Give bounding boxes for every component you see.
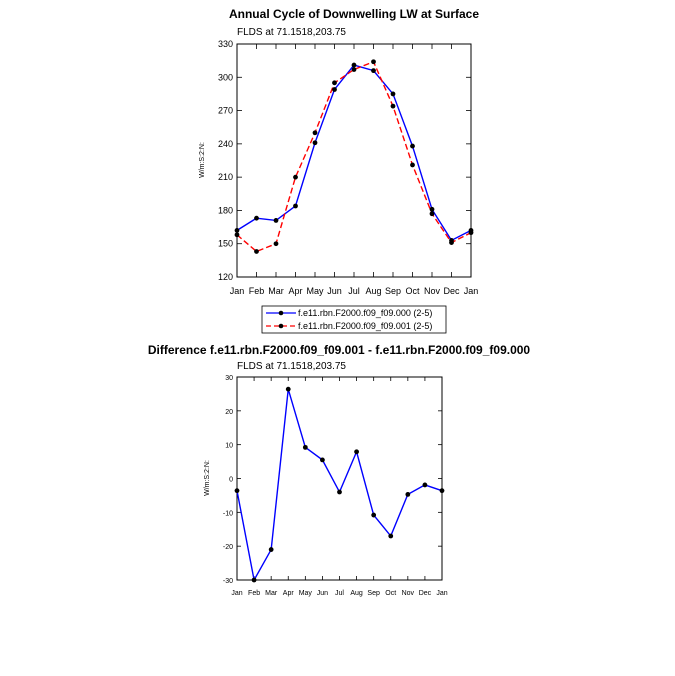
data-point-series-2 <box>332 80 337 85</box>
data-point-series-1 <box>293 204 298 209</box>
data-point-series-2 <box>469 230 474 235</box>
legend-label-series-1: f.e11.rbn.F2000.f09_f09.000 (2-5) <box>298 308 433 318</box>
chart-title: Difference f.e11.rbn.F2000.f09_f09.001 - f.e11.rbn.F2000.f09_f09.000 <box>147 343 531 357</box>
series-line-1 <box>237 65 471 240</box>
data-point-series-1 <box>286 387 291 392</box>
data-point-series-1 <box>430 207 435 212</box>
annual-cycle-chart <box>199 7 479 296</box>
data-point-series-1 <box>388 534 393 539</box>
x-tick-label: Jul <box>335 590 344 597</box>
x-tick-label: Jan <box>436 590 448 597</box>
x-tick-label: Mar <box>268 286 284 296</box>
data-point-series-1 <box>423 483 428 488</box>
data-point-series-2 <box>352 67 357 72</box>
series-line-2 <box>237 62 471 252</box>
y-tick-label: 150 <box>217 238 233 249</box>
data-point-series-1 <box>352 63 357 68</box>
data-point-series-1 <box>410 144 415 149</box>
plot-frame <box>237 377 442 580</box>
chart-subtitle: FLDS at 71.1518,203.75 <box>237 27 346 38</box>
x-tick-label: Sep <box>384 286 402 296</box>
x-tick-label: Sep <box>367 590 380 597</box>
y-tick-label: 0 <box>229 476 233 484</box>
x-tick-label: Dec <box>418 590 432 597</box>
data-point-series-1 <box>371 68 376 73</box>
y-tick-label: -10 <box>222 510 233 518</box>
legend-marker-series-2 <box>279 324 284 329</box>
data-point-series-2 <box>430 211 435 216</box>
x-tick-label: Jan <box>463 286 479 296</box>
data-point-series-2 <box>371 59 376 64</box>
chart-marks <box>223 375 448 597</box>
x-tick-label: Oct <box>405 286 420 296</box>
y-tick-label: -30 <box>222 578 233 585</box>
data-point-series-2 <box>254 249 259 254</box>
data-point-series-1 <box>391 92 396 97</box>
y-axis-label: W/m:S:2:N: <box>199 142 206 178</box>
data-point-series-1 <box>254 216 259 221</box>
data-point-series-2 <box>235 232 240 237</box>
x-tick-label: Apr <box>282 590 294 597</box>
data-point-series-1 <box>313 140 318 145</box>
x-tick-label: Jun <box>327 286 342 296</box>
y-tick-label: 30 <box>225 375 233 382</box>
x-tick-label: May <box>306 286 324 296</box>
x-tick-label: Jun <box>316 590 329 597</box>
data-point-series-1 <box>440 488 445 493</box>
x-tick-label: Feb <box>248 590 261 597</box>
y-tick-label: 300 <box>217 72 233 83</box>
x-tick-label: Jan <box>231 590 243 597</box>
data-point-series-1 <box>252 578 257 583</box>
data-point-series-1 <box>303 445 308 450</box>
chart-title: Annual Cycle of Downwelling LW at Surface <box>228 7 480 21</box>
data-point-series-1 <box>320 457 325 462</box>
y-tick-label: -20 <box>222 544 233 552</box>
y-tick-label: 270 <box>217 105 233 116</box>
y-axis-label: W/m:S:2:N: <box>204 460 211 496</box>
x-tick-label: Feb <box>248 286 265 296</box>
chart-marks <box>218 39 478 296</box>
data-point-series-1 <box>274 218 279 223</box>
data-point-series-2 <box>274 241 279 246</box>
data-point-series-1 <box>405 492 410 497</box>
data-point-series-1 <box>269 547 274 552</box>
data-point-series-1 <box>371 513 376 518</box>
data-point-series-2 <box>391 104 396 109</box>
series-line-1 <box>237 389 442 580</box>
data-point-series-1 <box>332 87 337 92</box>
y-tick-label: 120 <box>217 272 233 282</box>
x-tick-label: Apr <box>288 286 303 296</box>
data-point-series-2 <box>313 130 318 135</box>
legend <box>262 306 446 333</box>
x-tick-label: Jan <box>229 286 245 296</box>
y-tick-label: 180 <box>217 205 233 216</box>
x-tick-label: Aug <box>350 590 363 597</box>
data-point-series-1 <box>354 449 359 454</box>
y-tick-label: 240 <box>217 138 233 149</box>
difference-chart <box>148 343 531 597</box>
data-point-series-1 <box>235 488 240 493</box>
x-tick-label: Aug <box>365 286 382 296</box>
x-tick-label: Oct <box>385 590 397 597</box>
data-point-series-1 <box>337 490 342 495</box>
y-tick-label: 330 <box>217 39 233 49</box>
plot-frame <box>237 44 471 277</box>
legend-marker-series-1 <box>279 311 284 316</box>
chart-subtitle: FLDS at 71.1518,203.75 <box>237 361 346 372</box>
x-tick-label: Nov <box>401 590 415 597</box>
legend-label-series-2: f.e11.rbn.F2000.f09_f09.001 (2-5) <box>298 321 433 331</box>
data-point-series-2 <box>410 163 415 168</box>
x-tick-label: May <box>298 590 312 597</box>
data-point-series-1 <box>235 228 240 233</box>
x-tick-label: Dec <box>443 286 460 296</box>
data-point-series-2 <box>449 240 454 245</box>
x-tick-label: Mar <box>265 590 278 597</box>
y-tick-label: 20 <box>225 408 233 416</box>
data-point-series-2 <box>293 175 298 180</box>
x-tick-label: Nov <box>423 286 441 296</box>
x-tick-label: Jul <box>348 286 360 296</box>
y-tick-label: 10 <box>225 442 233 450</box>
y-tick-label: 210 <box>217 172 233 183</box>
